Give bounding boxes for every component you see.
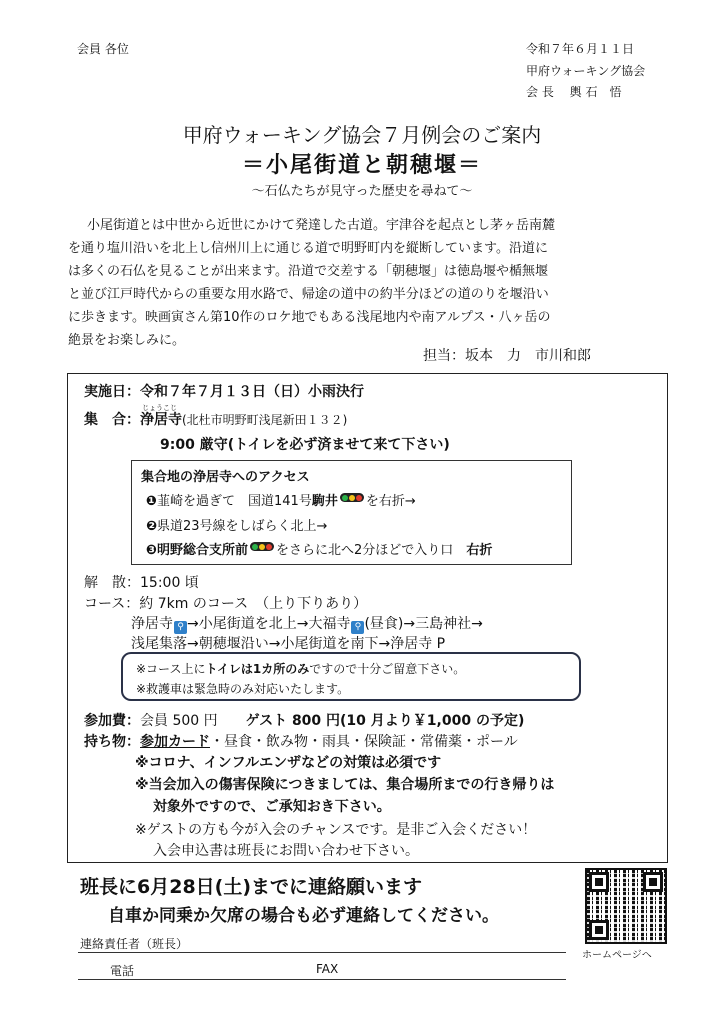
restroom-icon: ⚲ xyxy=(351,621,364,634)
divider xyxy=(78,979,566,980)
access-step-3: ❸明野総合支所前 をさらに北へ2分ほどで入り口 右折 xyxy=(146,543,493,558)
participation-card: 参加カード xyxy=(140,734,210,750)
items-list: ・昼食・飲み物・雨具・保険証・常備薬・ポール xyxy=(210,734,518,750)
fee-row xyxy=(84,710,524,730)
fee-guest: ゲスト 800 円(10 月より￥1,000 の予定) xyxy=(245,713,525,729)
tel-label: 電話 xyxy=(110,964,135,978)
route-line-1: 浄居寺 ⚲ →小尾街道を北上→大福寺 ⚲ (昼食)→三島神社→ xyxy=(131,616,483,632)
divider xyxy=(78,952,566,953)
traffic-light-icon xyxy=(340,493,364,502)
fax-label: FAX xyxy=(316,962,339,976)
meeting-place: じょうこじ 浄居寺 xyxy=(140,404,182,428)
addressee: 会員 各位 xyxy=(77,42,129,56)
step-1-icon: ❶ xyxy=(146,494,158,509)
page-title: 甲府ウォーキング協会７月例会のご案内 xyxy=(182,123,542,147)
intro-line: 小尾街道とは中世から近世にかけて発達した古道。宇津谷を起点とし茅ヶ岳南麓 xyxy=(87,218,556,233)
step-3-icon: ❸ xyxy=(146,543,158,558)
page-subtitle: ＝小尾街道と朝穂堰＝ xyxy=(241,152,482,178)
meeting-time: 9:00 厳守(トイレを必ず済ませて来て下さい) xyxy=(160,437,450,453)
meeting-label: 集 合： xyxy=(84,412,140,428)
fee-label: 参加費： xyxy=(84,713,140,729)
contact-instruction: 自車か同乗か欠席の場合も必ず連絡してください。 xyxy=(108,906,499,926)
access-title: 集合地の浄居寺へのアクセス xyxy=(141,470,310,485)
course-summary: コース：約 7km のコース （上り下りあり） xyxy=(84,596,368,612)
intro-line: と並び江戸時代からの重要な用水路で、帰途の道中の約半分ほどの道のりを堰沿い xyxy=(68,287,549,302)
meeting-address: (北杜市明野町浅尾新田１３２) xyxy=(182,413,348,427)
staff-in-charge: 担当：坂本 力 市川和郎 xyxy=(423,348,591,364)
traffic-light-icon xyxy=(250,542,274,551)
access-step-1: ❶韮崎を過ぎて 国道141号駒井 を右折→ xyxy=(146,494,416,509)
items-row xyxy=(84,731,518,751)
organization-name: 甲府ウォーキング協会 xyxy=(526,64,646,78)
event-date: 実施日：令和７年７月１３日（日）小雨決行 xyxy=(84,384,364,400)
page-tagline: ～石仏たちが見守った歴史を尋ねて～ xyxy=(251,184,473,199)
access-step-2: ❷県道23号線をしばらく北上→ xyxy=(146,519,328,534)
contact-deadline: 班長に6月28日(土)までに連絡願います xyxy=(80,876,423,898)
note-covid: ※コロナ、インフルエンザなどの対策は必須です xyxy=(135,755,442,771)
president-name: 会 長 輿 石 悟 xyxy=(526,85,622,99)
step-2-icon: ❷ xyxy=(146,519,158,534)
contact-person-label: 連絡責任者（班長） xyxy=(80,937,189,951)
qr-code-icon[interactable] xyxy=(585,868,667,944)
restroom-icon: ⚲ xyxy=(174,621,187,634)
issue-date: 令和７年６月１１日 xyxy=(526,42,635,56)
note-insurance: ※当会加入の傷害保険につきましては、集合場所までの行き帰りは xyxy=(135,777,555,793)
intro-line: を通り塩川沿いを北上し信州川上に通じる道で明野町内を縦断しています。沿道に xyxy=(68,241,548,256)
fee-member: 会員 500 円 xyxy=(140,713,218,729)
note-guest: ※ゲストの方も今が入会のチャンスです。是非ご入会ください！ xyxy=(135,822,537,838)
meeting-place-ruby: じょうこじ xyxy=(142,404,177,412)
items-label: 持ち物： xyxy=(84,734,140,750)
intro-line: に歩きます。映画寅さん第10作のロケ地でもある浅尾地内や南アルプス・八ヶ岳の xyxy=(68,310,551,325)
meeting-row xyxy=(84,404,348,429)
notice-toilet: ※コース上にトイレは1カ所のみですので十分ご留意下さい。 xyxy=(136,662,466,676)
intro-line: 絶景をお楽しみに。 xyxy=(68,333,186,348)
note-guest-cont: 入会申込書は班長にお問い合わせ下さい。 xyxy=(153,843,419,859)
qr-caption: ホームページへ xyxy=(582,950,652,961)
note-insurance-cont: 対象外ですので、ご承知おき下さい。 xyxy=(153,799,391,815)
notice-ambulance: ※救護車は緊急時のみ対応いたします。 xyxy=(136,682,350,696)
intro-line: は多くの石仏を見ることが出来ます。沿道で交差する「朝穂堰」は徳島堰や楯無堰 xyxy=(68,264,548,279)
dismissal-time: 解 散：15:00 頃 xyxy=(84,575,199,591)
route-line-2: 浅尾集落→朝穂堰沿い→小尾街道を南下→浄居寺 P xyxy=(131,636,446,652)
